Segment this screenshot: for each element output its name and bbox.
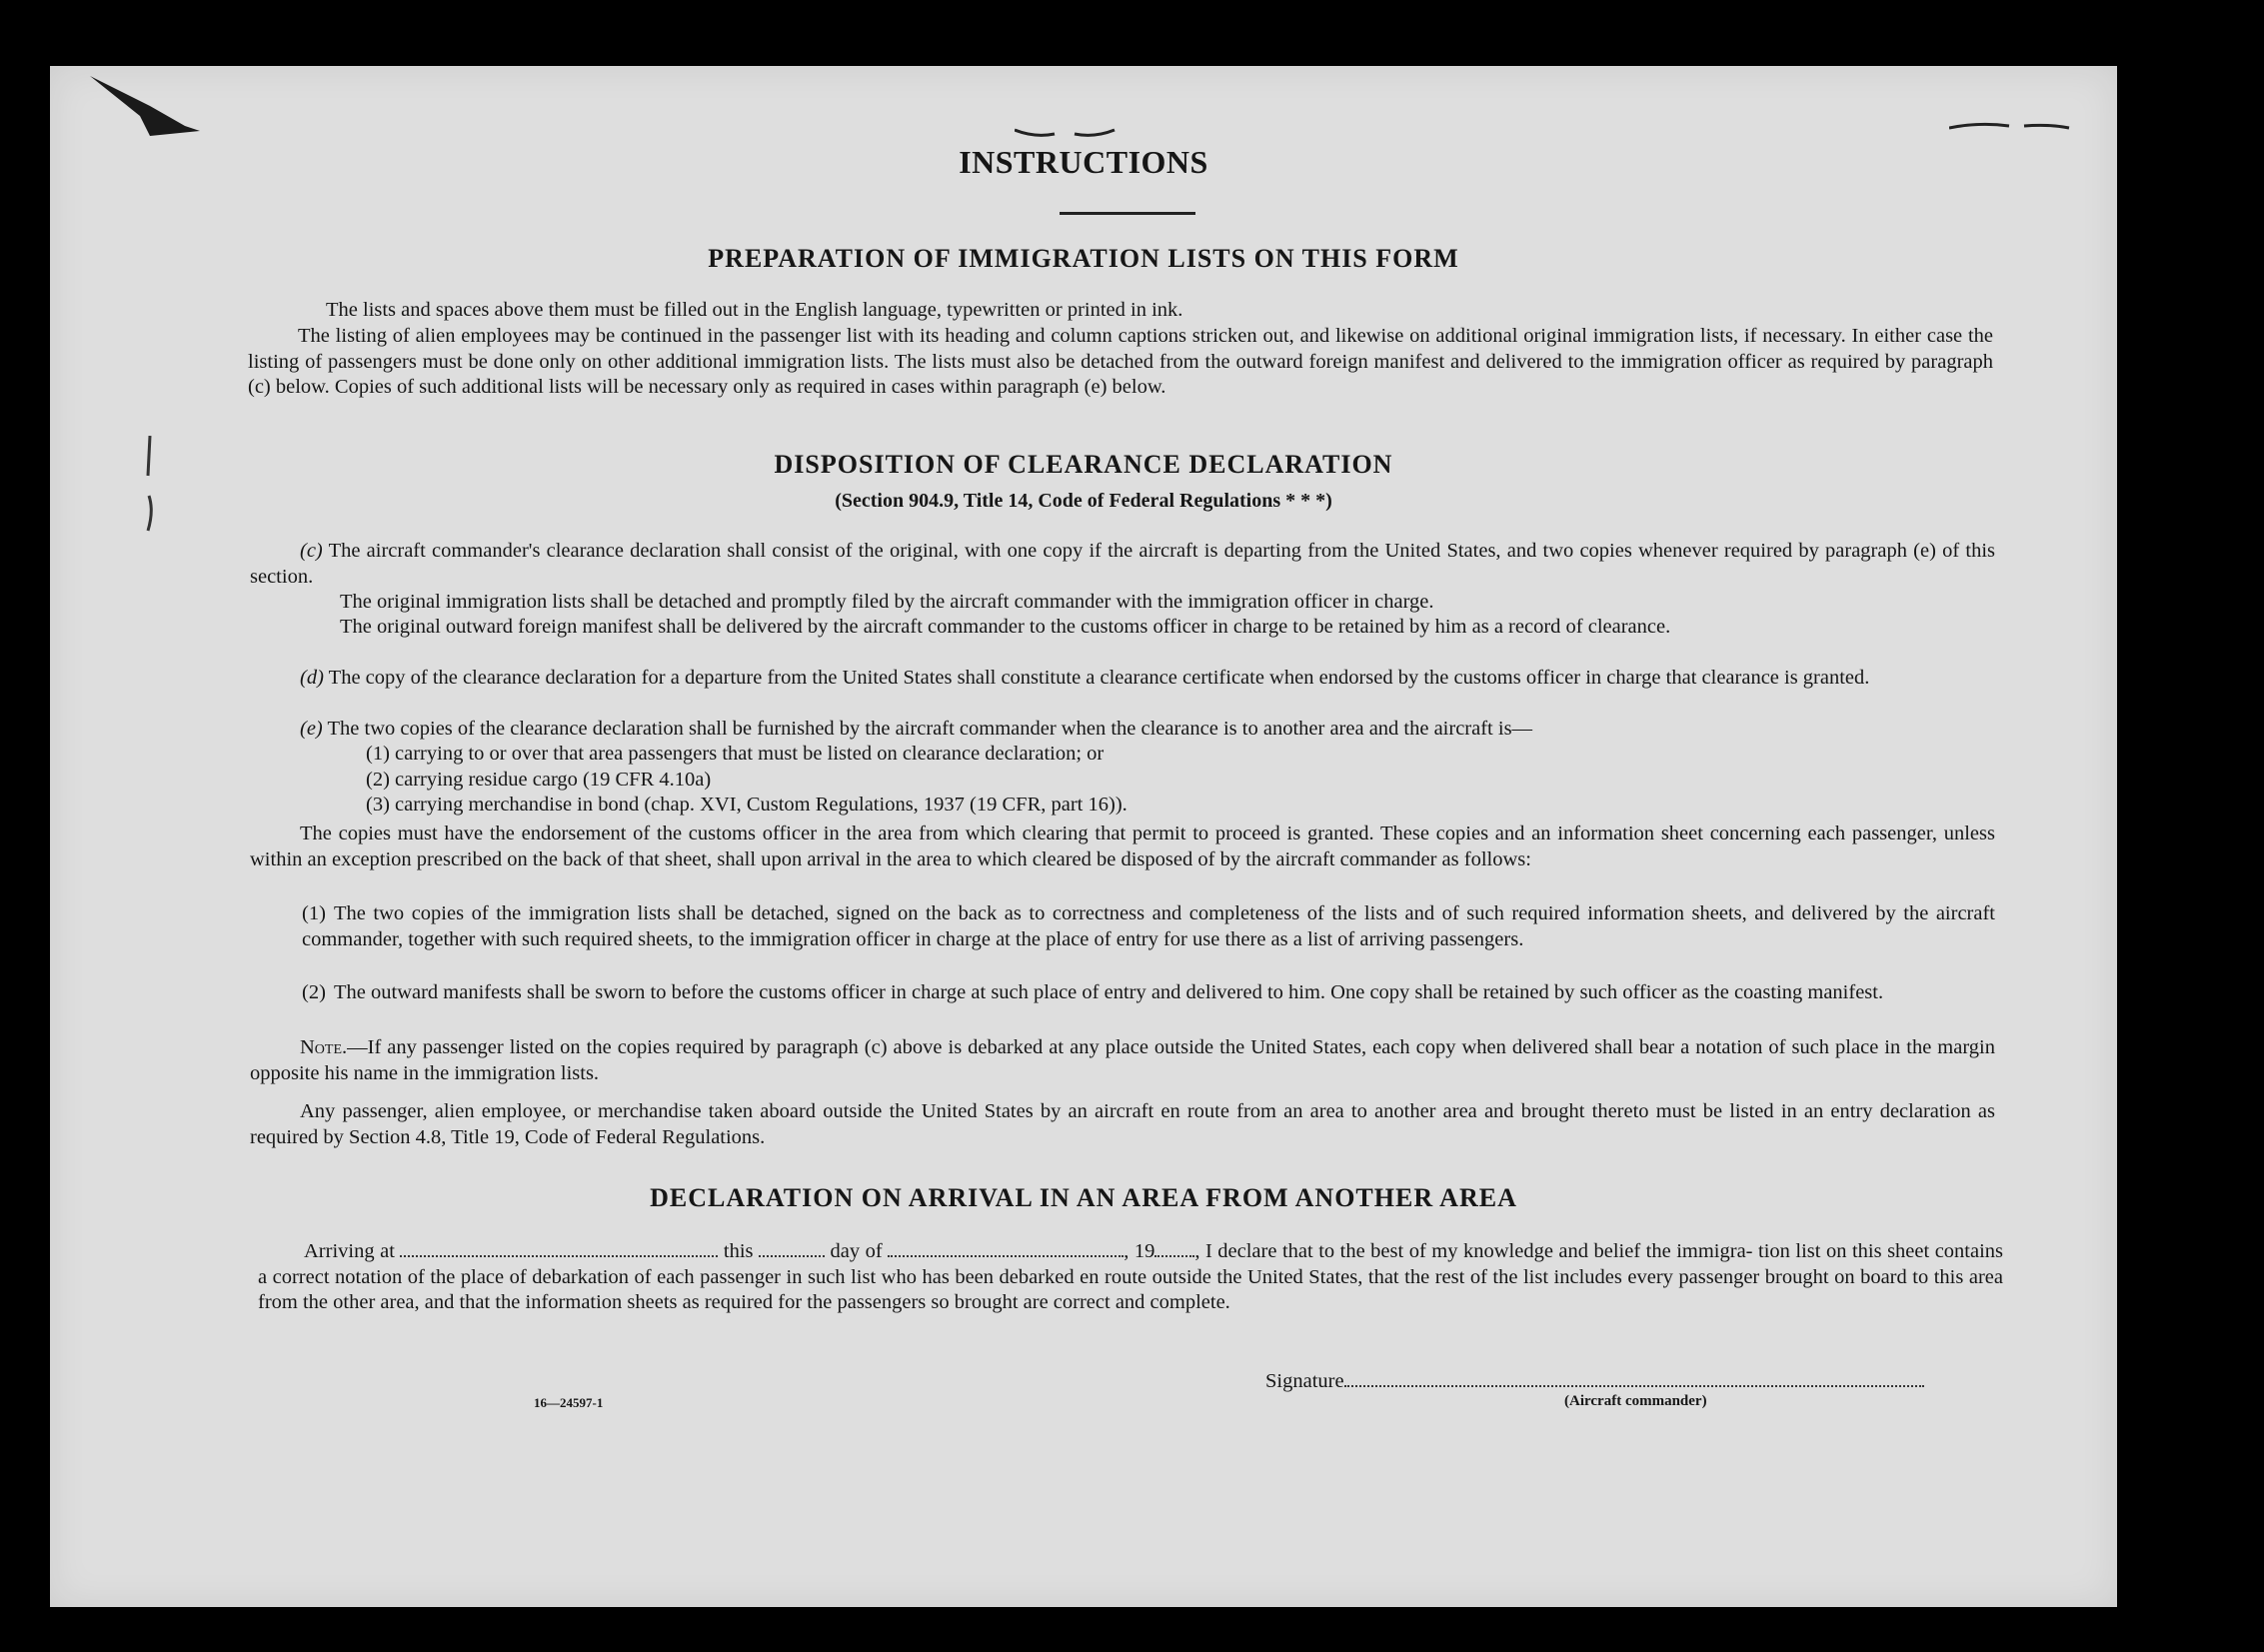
signature-label: Signature [1265, 1370, 1344, 1392]
form-number: 16—24597-1 [534, 1395, 604, 1410]
month-field[interactable] [888, 1237, 1124, 1257]
paragraph-d [250, 666, 1995, 692]
signature-caption: (Aircraft commander) [1564, 1393, 1707, 1409]
paragraph-c-sub1-text: The original immigration lists shall be detached and promptly filed by the aircraft commander with the immigration officer in charge. [340, 591, 1434, 613]
paragraph-copies [250, 822, 1995, 872]
label-disp1: (1) [302, 902, 326, 924]
label-c: (c) [300, 540, 323, 562]
section-subheading-citation: (Section 904.9, Title 14, Code of Federal Regulations * * *) [835, 490, 1332, 512]
declaration-start-text: , I declare that to the best of my knowledge and belief the immigra- [1194, 1240, 1753, 1262]
paragraph-language [292, 298, 2011, 324]
label-e: (e) [300, 718, 323, 740]
disposition-item-2 [302, 980, 1995, 1006]
day-of-label: day of [830, 1240, 883, 1262]
day-field[interactable] [759, 1237, 825, 1257]
section-heading-preparation: PREPARATION OF IMMIGRATION LISTS ON THIS FORM [708, 244, 1459, 273]
this-label: this [723, 1240, 754, 1262]
title-rule [1060, 212, 1195, 215]
page-title: INSTRUCTIONS [959, 144, 1208, 180]
list-item: (3) carrying merchandise in bond (chap. XVI, Custom Regulations, 1937 (19 CFR, part 16)). [366, 794, 1128, 816]
paragraph-e [300, 717, 1995, 743]
label-d: (d) [300, 667, 324, 689]
arriving-label: Arriving at [304, 1240, 395, 1262]
paragraph-c-sub1 [340, 590, 1995, 616]
year-label: , 19 [1124, 1240, 1155, 1262]
paragraph-final [250, 1099, 1995, 1150]
section-heading-declaration: DECLARATION ON ARRIVAL IN AN AREA FROM ANOTHER AREA [650, 1183, 1517, 1212]
arriving-place-field[interactable] [400, 1237, 718, 1257]
paragraph-note-text: —If any passenger listed on the copies required by paragraph (c) above is debarked at any place outside the United States, each copy when delivered shall bear a notation of such place in the margin opposite his name in the immigration lists. [250, 1036, 1995, 1084]
note-label: Note. [300, 1036, 348, 1058]
paragraph-copies-text: The copies must have the endorsement of the customs officer in the area from which clearing that permit to proceed is granted. These copies and an information sheet concerning each passenger, unless within an exception prescribed on the back of that sheet, shall upon arrival in the area to which cleared be disposed of by the aircraft commander as follows: [250, 823, 1995, 870]
label-disp2: (2) [302, 981, 326, 1003]
disposition-item-2-text: The outward manifests shall be sworn to before the customs officer in charge at such place of entry and delivered to him. One copy shall be retained by such officer as the coasting manifest. [334, 981, 1884, 1003]
paragraph-final-text: Any passenger, alien employee, or merchandise taken aboard outside the United States by an aircraft en route from an area to another area and brought thereto must be listed in an entry declaration as required by Section 4.8, Title 19, Code of Federal Regulations. [250, 1100, 1995, 1148]
declaration-rest-text: tion list on this sheet contains a correct notation of the place of debarkation of each passenger in such list who has been debarked en route outside the United States, that the rest of the list includes every passenger brought on board to this area from the other area, and that the information sheets as required for the passengers so brought are correct and complete. [258, 1240, 2004, 1313]
list-item: (2) carrying residue cargo (19 CFR 4.10a) [366, 768, 712, 791]
year-field[interactable] [1154, 1237, 1194, 1257]
dash-mark [1949, 116, 2109, 136]
list-item: (1) carrying to or over that area passengers that must be listed on clearance declaration; or [366, 743, 1105, 765]
paragraph-declaration [258, 1237, 2003, 1316]
signature-row [1265, 1367, 1924, 1393]
paragraph-c-sub2-text: The original outward foreign manifest shall be delivered by the aircraft commander to the customs officer in charge to be retained by him as a record of clearance. [340, 616, 1671, 638]
paragraph-language-text: The lists and spaces above them must be filled out in the English language, typewritten or printed in ink. [326, 299, 1183, 321]
paragraph-note [250, 1035, 1995, 1086]
title-ornament [1015, 124, 1134, 140]
paragraph-c-sub2 [340, 615, 1995, 641]
document-sheet [50, 66, 2117, 1607]
paragraph-c [250, 539, 1995, 590]
paragraph-listing [248, 324, 1993, 401]
paragraph-listing-text: The listing of alien employees may be continued in the passenger list with its heading and column captions stricken out, and likewise on additional original immigration lists, if necessary. In either case the listing of passengers must be done only on other additional immigration lists. The lists must also be detached from the outward foreign manifest and delivered to the immigration officer as required by paragraph (c) below. Copies of such additional lists will be necessary only as required in cases within paragraph (e) below. [248, 325, 1993, 398]
paragraph-d-text: The copy of the clearance declaration for a departure from the United States shall constitute a clearance certificate when endorsed by the customs officer in charge that clearance is granted. [328, 667, 1870, 689]
disposition-item-1 [302, 901, 1995, 952]
disposition-item-1-text: The two copies of the immigration lists shall be detached, signed on the back as to correctness and completeness of the lists and of such required information sheets, and delivered by the aircraft commander, together with such required sheets, to the immigration officer in charge at the place of entry for use there as a list of arriving passengers. [302, 902, 1995, 950]
paragraph-e-text: The two copies of the clearance declaration shall be furnished by the aircraft commander when the clearance is to another area and the aircraft is— [327, 718, 1533, 740]
section-heading-disposition: DISPOSITION OF CLEARANCE DECLARATION [774, 450, 1393, 479]
signature-field[interactable] [1344, 1367, 1924, 1387]
list-e-items [366, 742, 1865, 819]
paragraph-c-text: The aircraft commander's clearance declaration shall consist of the original, with one copy if the aircraft is departing from the United States, and two copies whenever required by paragraph (e) of this section. [250, 540, 1995, 588]
